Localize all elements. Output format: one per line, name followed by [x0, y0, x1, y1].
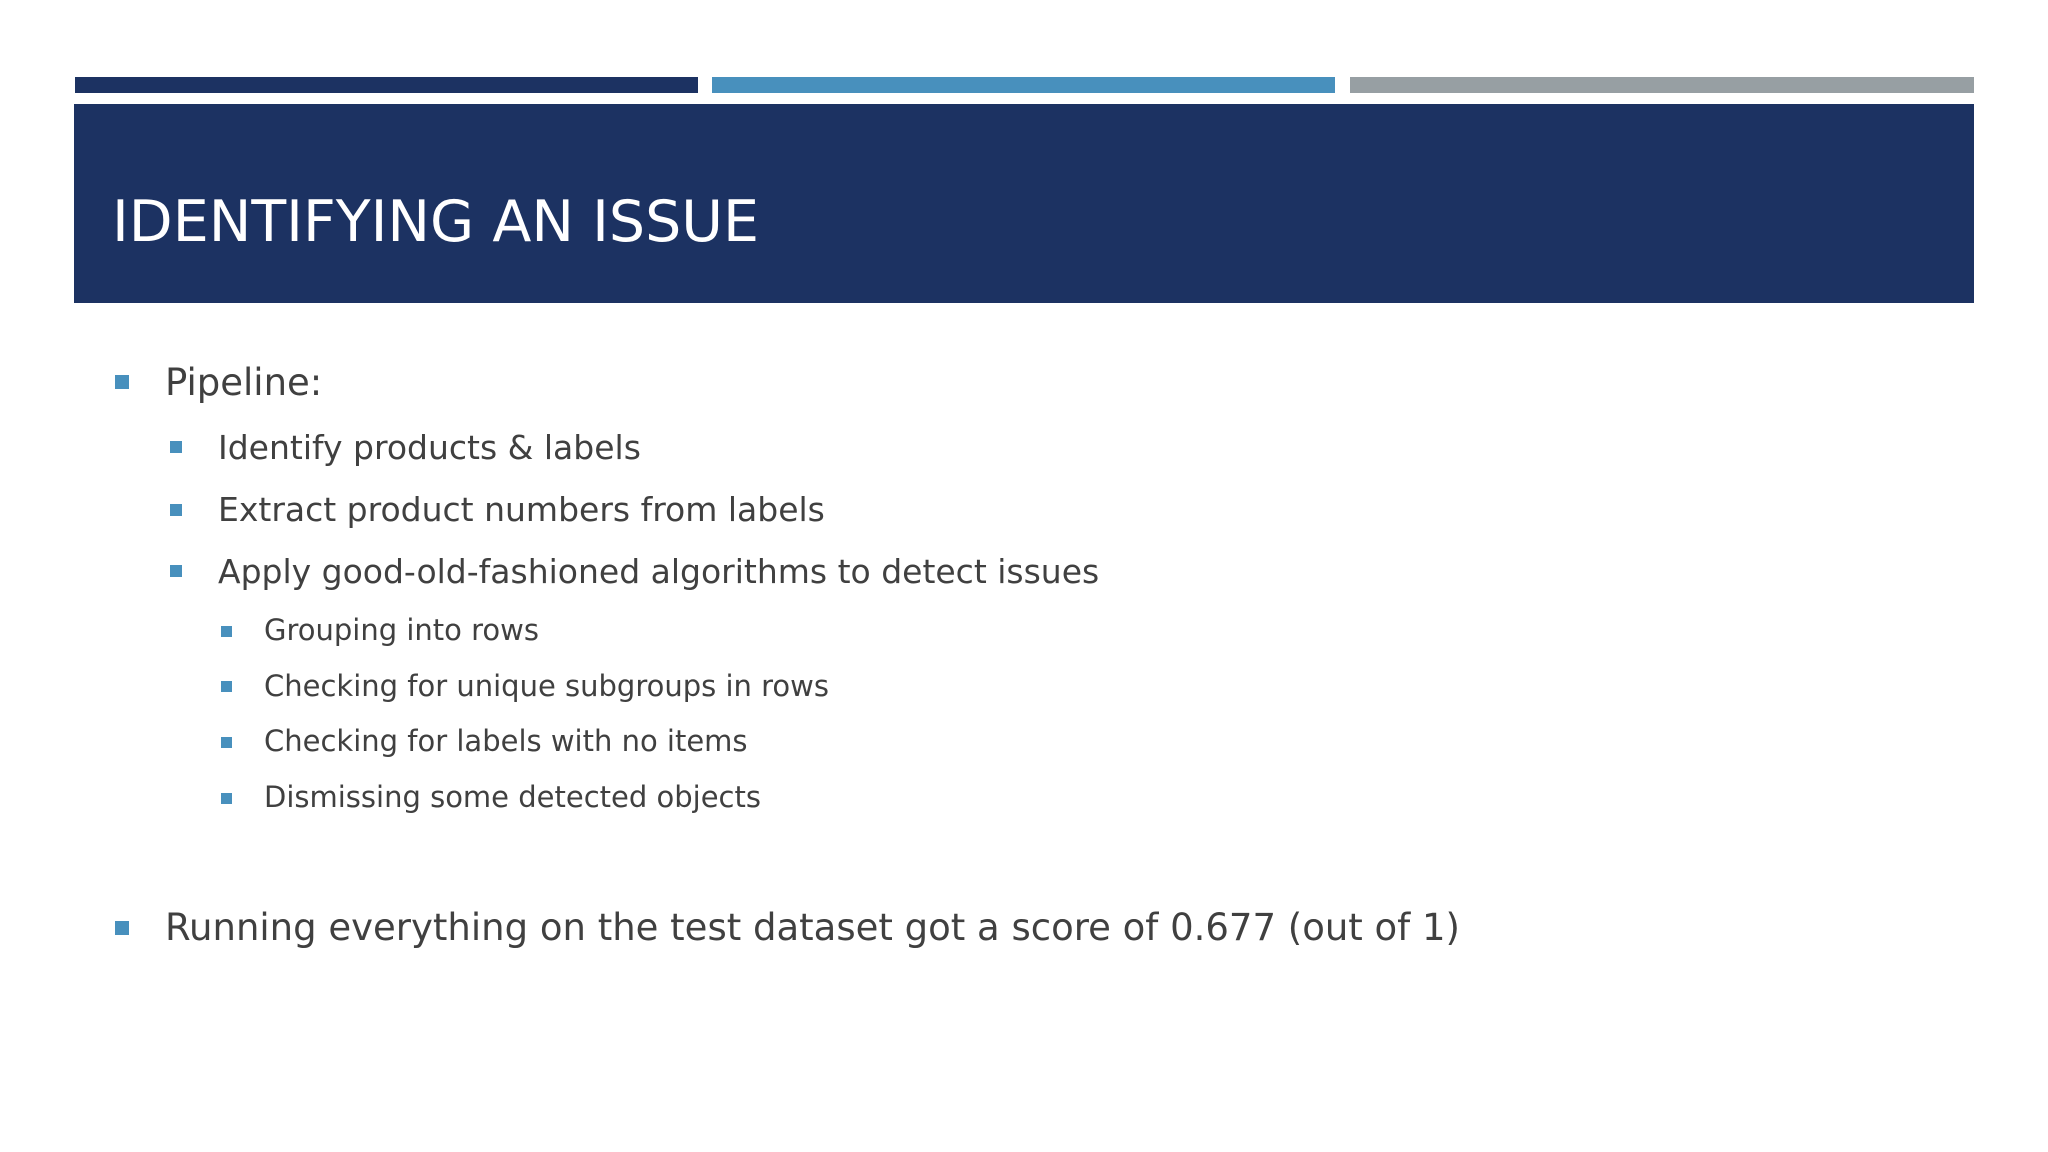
top-stripe-blue [712, 77, 1335, 93]
top-stripe-gray [1350, 77, 1974, 93]
bullet-text: Dismissing some detected objects [264, 780, 761, 814]
bullet-text: Apply good-old-fashioned algorithms to detect issues [218, 552, 1100, 591]
square-bullet-icon [170, 441, 182, 453]
square-bullet-icon [221, 681, 232, 692]
bullet-text: Grouping into rows [264, 613, 539, 647]
title-band [74, 104, 1974, 303]
square-bullet-icon [170, 504, 182, 516]
square-bullet-icon [221, 626, 232, 637]
bullet-text: Running everything on the test dataset got a score of 0.677 (out of 1) [165, 906, 1460, 949]
square-bullet-icon [221, 737, 232, 748]
slide-title: IDENTIFYING AN ISSUE [112, 189, 759, 255]
bullet-text: Checking for labels with no items [264, 724, 748, 758]
bullet-text: Identify products & labels [218, 428, 641, 467]
square-bullet-icon [170, 565, 182, 577]
top-stripe-dark [75, 77, 698, 93]
bullet-text: Checking for unique subgroups in rows [264, 669, 829, 703]
square-bullet-icon [221, 793, 232, 804]
bullet-text: Pipeline: [165, 361, 323, 404]
square-bullet-icon [115, 921, 129, 935]
square-bullet-icon [115, 375, 129, 389]
bullet-text: Extract product numbers from labels [218, 490, 825, 529]
